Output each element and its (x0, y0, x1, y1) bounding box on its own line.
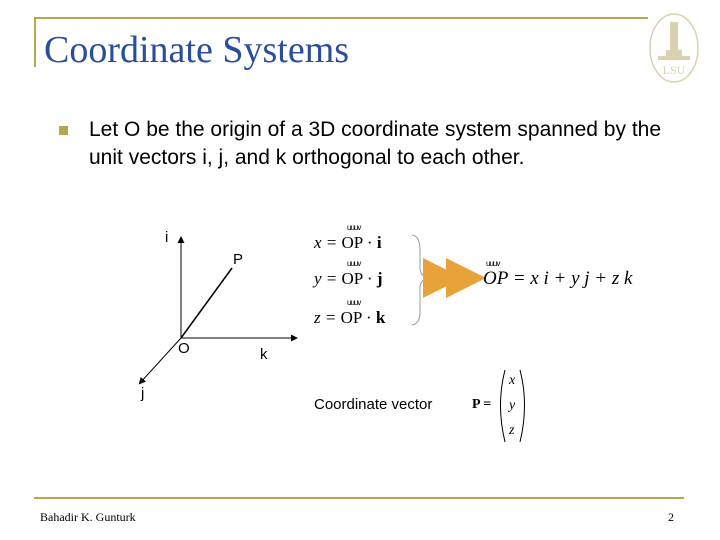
coordinate-vector-lhs: P = (472, 397, 492, 412)
coordinate-vector-label: Coordinate vector (314, 396, 433, 413)
axis-i-label: i (165, 229, 169, 246)
equation-x: x = OP · i (314, 233, 382, 252)
bullet-text: Let O be the origin of a 3D coordinate system spanned by the unit vectors i, j, and k orthogonal to each other. (89, 118, 662, 169)
point-p-label: P (233, 251, 244, 268)
overvec-sum: uuuv (486, 259, 500, 268)
coordinate-vector-x: x (509, 373, 516, 388)
right-brace (412, 235, 428, 325)
equation-z: z = OP · k (314, 308, 386, 327)
footer-divider (34, 497, 684, 499)
page-number: 2 (668, 510, 674, 524)
op-line (181, 268, 232, 338)
axis-k-label: k (260, 346, 268, 363)
origin-label: O (178, 340, 190, 357)
right-bracket (520, 370, 525, 442)
slide-title: Coordinate Systems (44, 29, 350, 71)
logo-text: LSU (662, 63, 686, 77)
axis-j-label: j (141, 385, 145, 402)
equation-op-sum: OP = x i + y j + z k (483, 268, 633, 289)
left-bracket (501, 370, 506, 442)
overvec-z: uuuv (347, 298, 361, 307)
overvec-y: uuuv (347, 259, 361, 268)
coordinate-vector-y: y (509, 398, 516, 413)
overvec-x: uuuv (347, 223, 361, 232)
equation-y: y = OP · j (314, 269, 383, 288)
coordinate-vector-z: z (509, 423, 515, 438)
axis-j-line (140, 338, 181, 383)
footer-author: Bahadir K. Gunturk (40, 510, 136, 524)
